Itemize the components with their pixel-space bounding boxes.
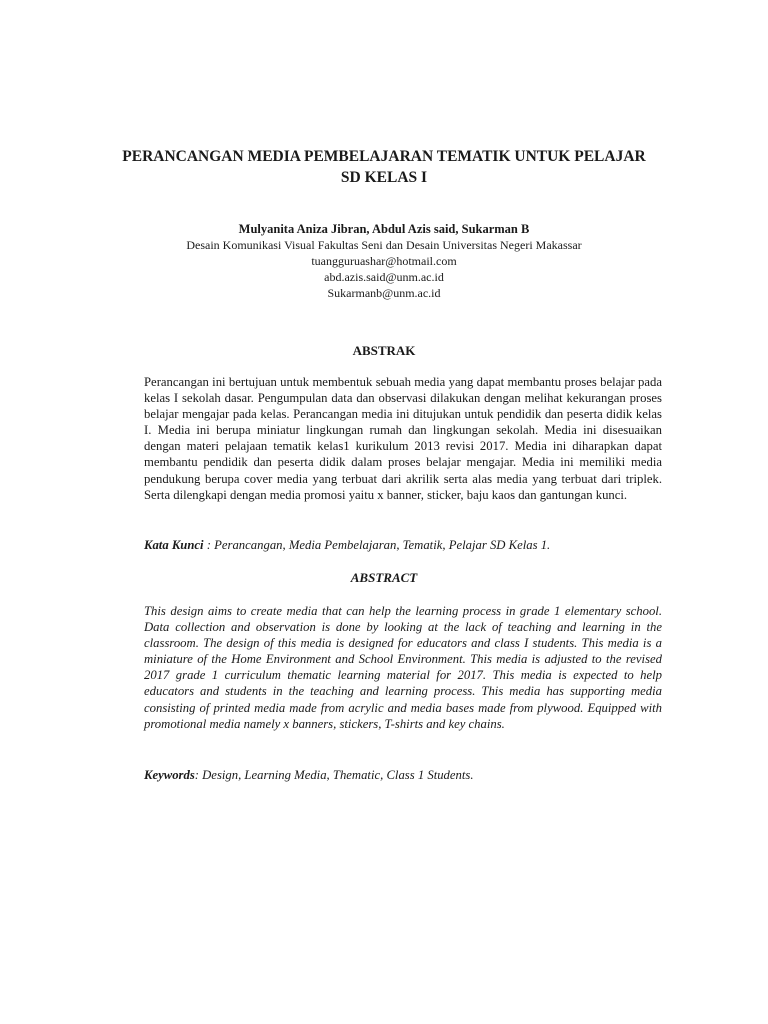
abstrak-heading: ABSTRAK (352, 343, 416, 358)
abstract-keywords-text: : Design, Learning Media, Thematic, Class 1 Students. (194, 768, 474, 782)
abstrak-keywords-label: Kata Kunci (144, 538, 204, 552)
abstract-keywords (144, 767, 684, 783)
author-email-3: Sukarmanb@unm.ac.id (327, 286, 441, 300)
author-email-2: abd.azis.said@unm.ac.id (324, 270, 444, 284)
abstract-body: This design aims to create media that can help the learning process in grade 1 elementary school. Data collection and observation is done by looking at the lack of teaching and learning in the classroom. The design of this media is designed for educators and class I students. This media is a miniature of the Home Environment and School Environment. This media is adjusted to the revised 2017 grade 1 curriculum thematic learning material for 2017. This media is expected to help educators and students in the teaching and learning process. This media has supporting media consisting of printed media made from acrylic and media bases made from plywood. Equipped with promotional media namely x banners, stickers, T-shirts and key chains. (144, 604, 662, 731)
abstract-keywords-label: Keywords (144, 768, 195, 782)
abstrak-keywords-text: : Perancangan, Media Pembelajaran, Tematik, Pelajar SD Kelas 1. (203, 538, 551, 552)
paper-title (100, 146, 668, 188)
abstrak-keywords (144, 537, 684, 553)
title-line-2: SD KELAS I (340, 169, 428, 186)
author-email-1: tuangguruashar@hotmail.com (311, 254, 457, 268)
title-line-1: PERANCANGAN MEDIA PEMBELAJARAN TEMATIK UNTUK PELAJAR (122, 148, 646, 165)
abstrak-body: Perancangan ini bertujuan untuk membentuk sebuah media yang dapat membantu proses belajar pada kelas I sekolah dasar. Pengumpulan data dan observasi dilakukan dengan melihat kekurangan proses belajar mengajar pada kelas. Perancangan media ini ditujukan untuk pendidik dan peserta didik kelas I. Media ini berupa miniatur lingkungan rumah dan lingkungan sekolah. Media ini disesuaikan dengan materi pelajaan tematik kelas1 kurikulum 2013 revisi 2017. Media ini diharapkan dapat membantu pendidik dan peserta didik dalam proses belajar mengajar. Media ini memiliki media pendukung berupa cover media yang terbuat dari akrilik serta alas media yang terbuat dari triplek. Serta dilengkapi dengan media promosi yaitu x banner, sticker, baju kaos dan gantungan kunci. (144, 375, 662, 502)
author-list: Mulyanita Aniza Jibran, Abdul Azis said, Sukarman B (238, 222, 530, 236)
affiliation: Desain Komunikasi Visual Fakultas Seni dan Desain Universitas Negeri Makassar (186, 238, 582, 252)
abstract-heading: ABSTRACT (350, 570, 418, 585)
